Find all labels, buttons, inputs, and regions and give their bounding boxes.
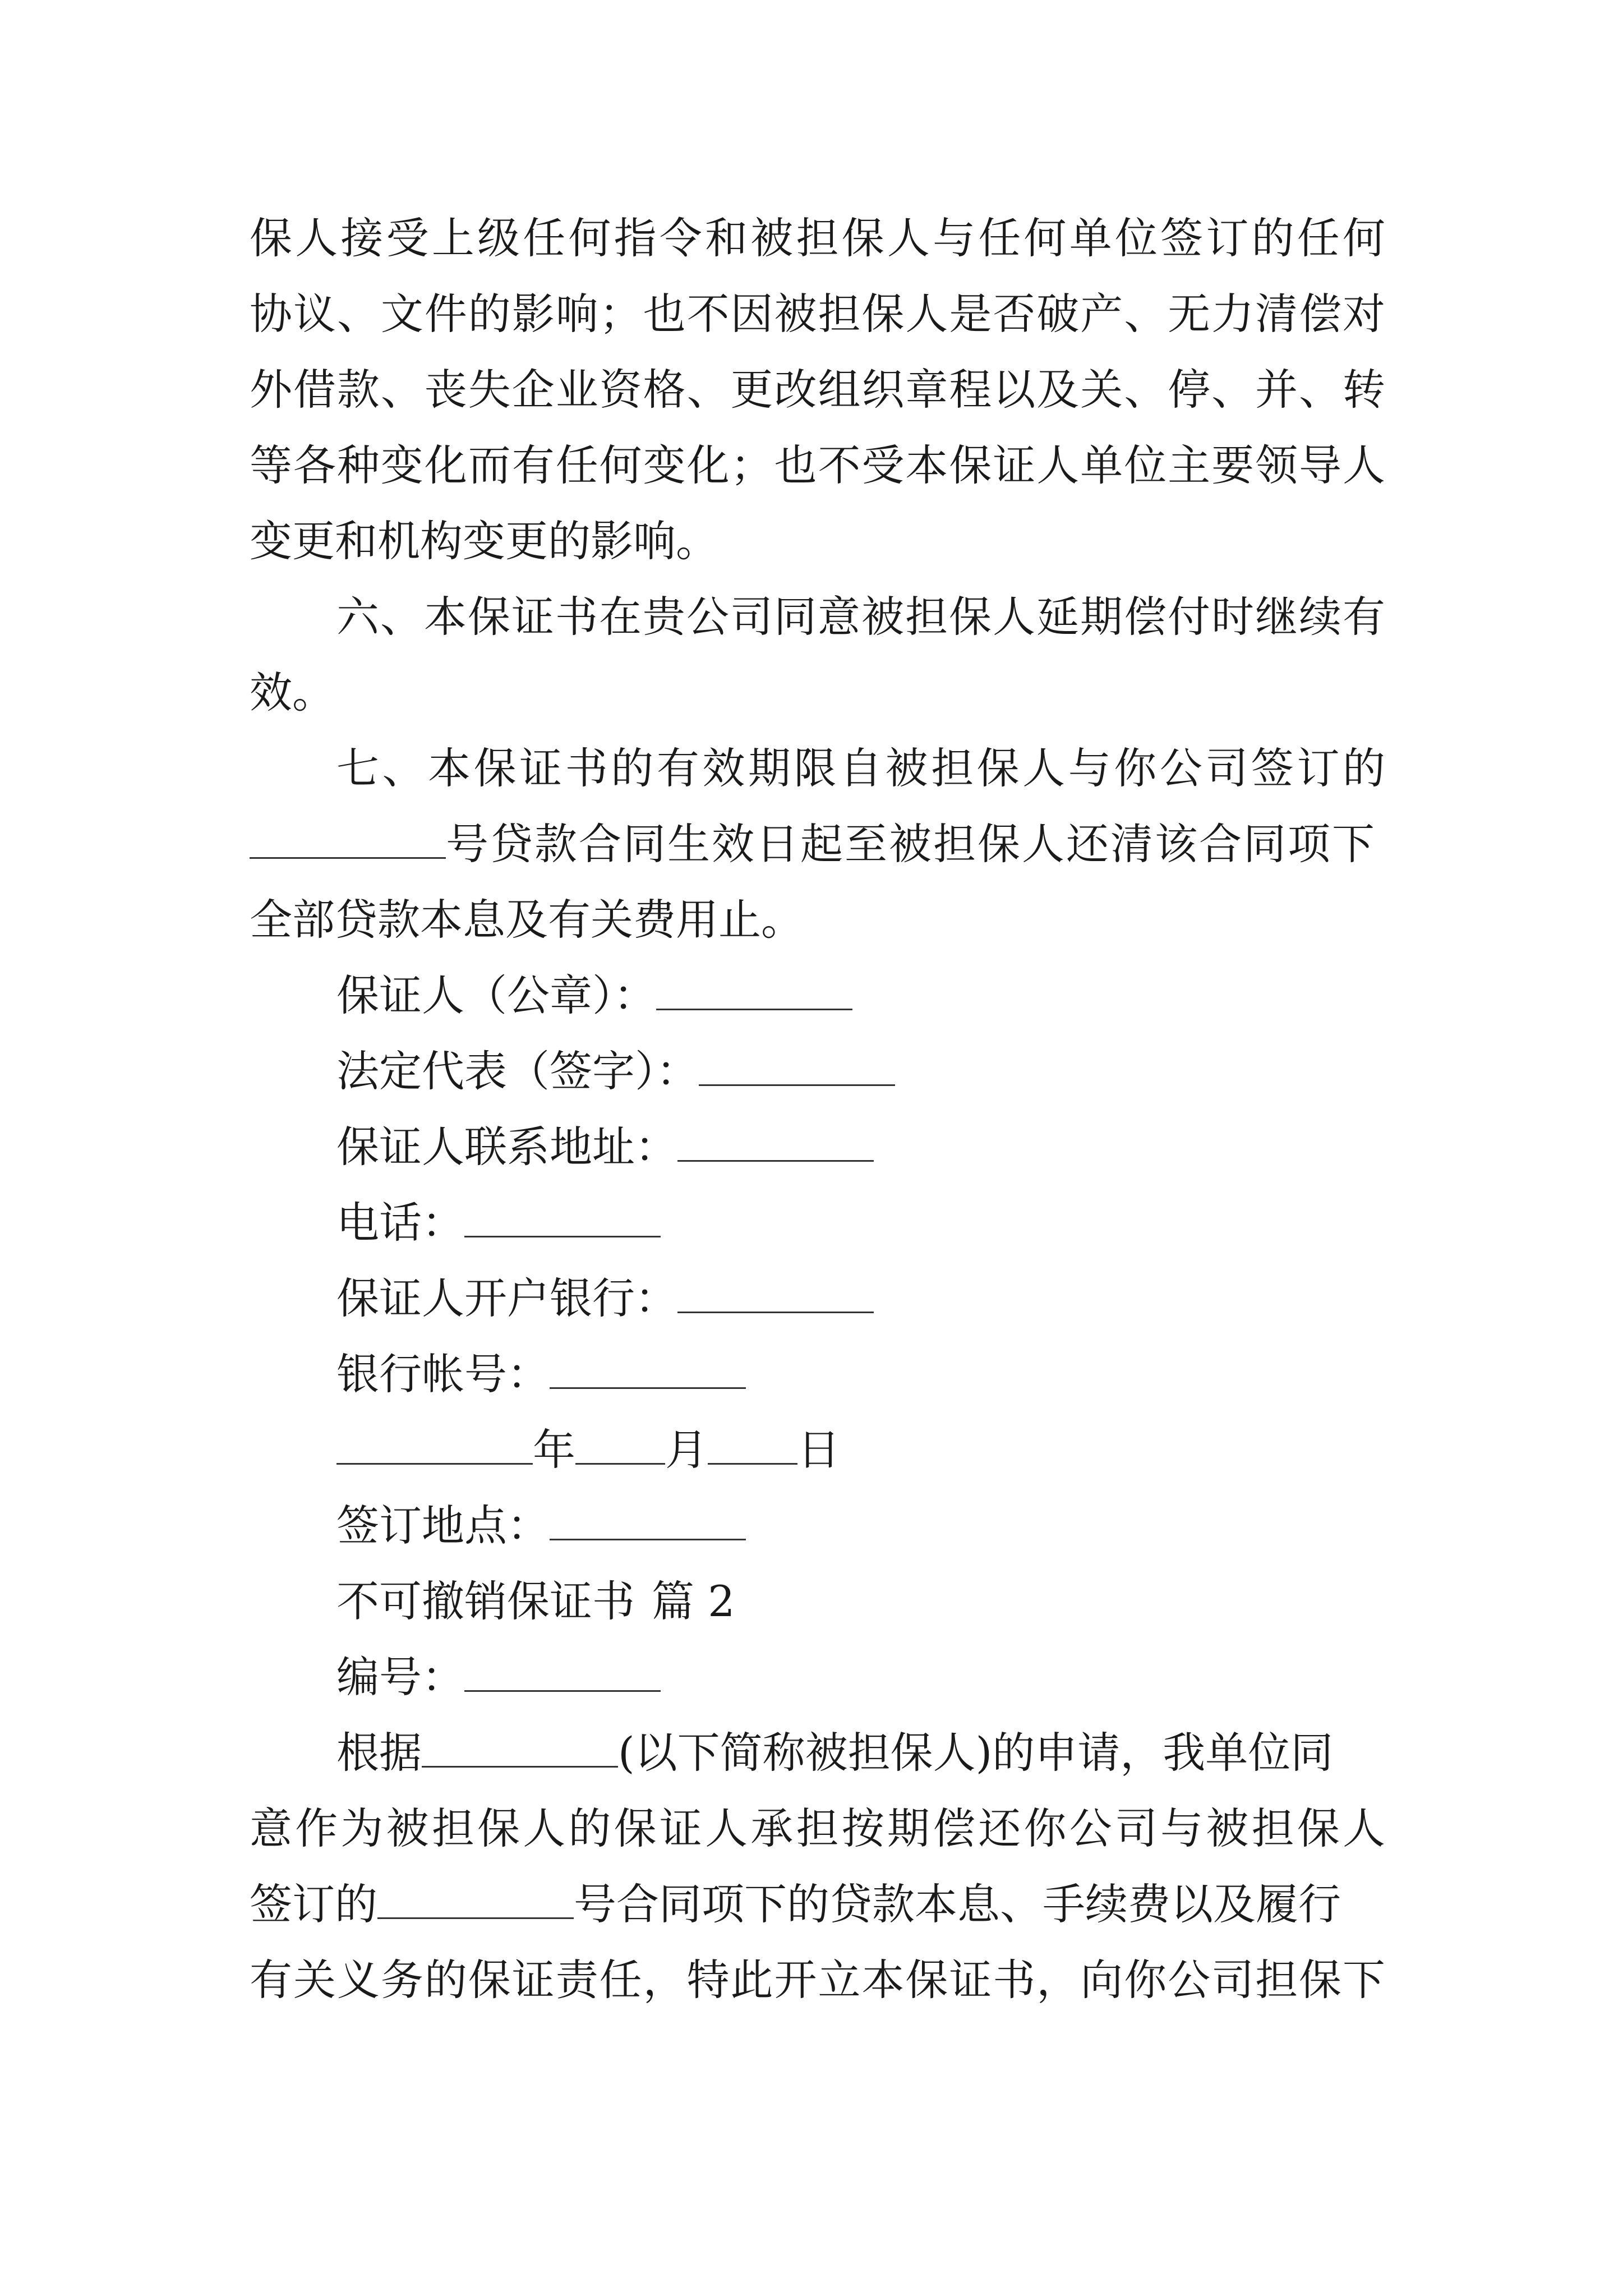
account-blank: [550, 1350, 746, 1389]
bank-label: 保证人开户银行：: [336, 1273, 677, 1323]
section-2-title: 不可撤销保证书: [336, 1576, 635, 1626]
serial-number-row: [336, 1646, 661, 1708]
year-blank: [336, 1426, 533, 1465]
section-2-line-3-a: 签订的: [250, 1879, 377, 1929]
date-row: [336, 1419, 840, 1481]
month-blank: [575, 1426, 665, 1465]
year-label: 年: [533, 1425, 575, 1475]
section-2-heading: [336, 1571, 735, 1632]
section-2-line-3-b: 号合同项下的贷款本息、手续费以及履行: [574, 1879, 1341, 1929]
guarantor-seal-row: [336, 965, 852, 1027]
serial-number-blank: [464, 1653, 661, 1692]
contract-no-blank: [377, 1880, 574, 1919]
clause-5-line-4: 等各种变化而有任何变化；也不受本保证人单位主要领导人: [250, 440, 1385, 490]
clause-7-line-3: 全部贷款本息及有关费用止。: [250, 895, 804, 945]
bank-blank: [677, 1274, 874, 1313]
phone-blank: [464, 1199, 661, 1237]
bank-row: [336, 1268, 874, 1329]
clause-5-line-3: 外借款、丧失企业资格、更改组织章程以及关、停、并、转: [250, 365, 1385, 415]
address-label: 保证人联系地址：: [336, 1122, 677, 1172]
clause-7-line-1: 七、本保证书的有效期限自被担保人与你公司签订的: [336, 743, 1385, 793]
place-blank: [550, 1502, 746, 1540]
phone-row: [336, 1192, 661, 1254]
serial-number-label: 编号：: [336, 1652, 464, 1702]
contract-number-blank: [250, 820, 446, 859]
place-label: 签订地点：: [336, 1501, 550, 1550]
address-blank: [677, 1123, 874, 1162]
legal-rep-blank: [699, 1047, 895, 1086]
clause-7-line-2-text: 号贷款合同生效日起至被担保人还清该合同项下: [446, 819, 1376, 869]
section-2-number: 篇 2: [652, 1576, 735, 1626]
section-2-para-line-2: 意作为被担保人的保证人承担按期偿还你公司与被担保人: [250, 1803, 1385, 1853]
section-2-para-line-1: [336, 1722, 1385, 1784]
clause-7-line-2: [250, 813, 1385, 875]
day-blank: [708, 1426, 797, 1465]
account-label: 银行帐号：: [336, 1349, 550, 1399]
legal-rep-row: [336, 1041, 895, 1102]
section-2-para-line-4: 有关义务的保证责任，特此开立本保证书，向你公司担保下: [250, 1955, 1385, 2005]
applicant-blank: [422, 1729, 618, 1768]
clause-5-line-1: 保人接受上级任何指令和被担保人与任何单位签订的任何: [250, 213, 1385, 263]
legal-rep-label: 法定代表（签字）：: [336, 1046, 699, 1096]
day-label: 日: [797, 1425, 840, 1475]
account-row: [336, 1343, 746, 1405]
month-label: 月: [665, 1425, 708, 1475]
section-2-line-1-a: 根据: [336, 1728, 422, 1778]
guarantor-seal-blank: [656, 972, 852, 1010]
clause-6-line-2: 效。: [250, 668, 335, 717]
place-row: [336, 1495, 746, 1557]
section-2-para-line-3: [250, 1874, 1385, 1935]
phone-label: 电话：: [336, 1198, 464, 1248]
guarantor-seal-label: 保证人（公章）：: [336, 970, 656, 1020]
clause-5-line-5: 变更和机构变更的影响。: [250, 516, 718, 566]
address-row: [336, 1116, 874, 1178]
clause-5-line-2: 协议、文件的影响；也不因被担保人是否破产、无力清偿对: [250, 289, 1385, 339]
section-2-line-1-b: (以下简称被担保人)的申请，我单位同: [618, 1728, 1334, 1778]
clause-6-line-1: 六、本保证书在贵公司同意被担保人延期偿付时继续有: [336, 592, 1385, 642]
